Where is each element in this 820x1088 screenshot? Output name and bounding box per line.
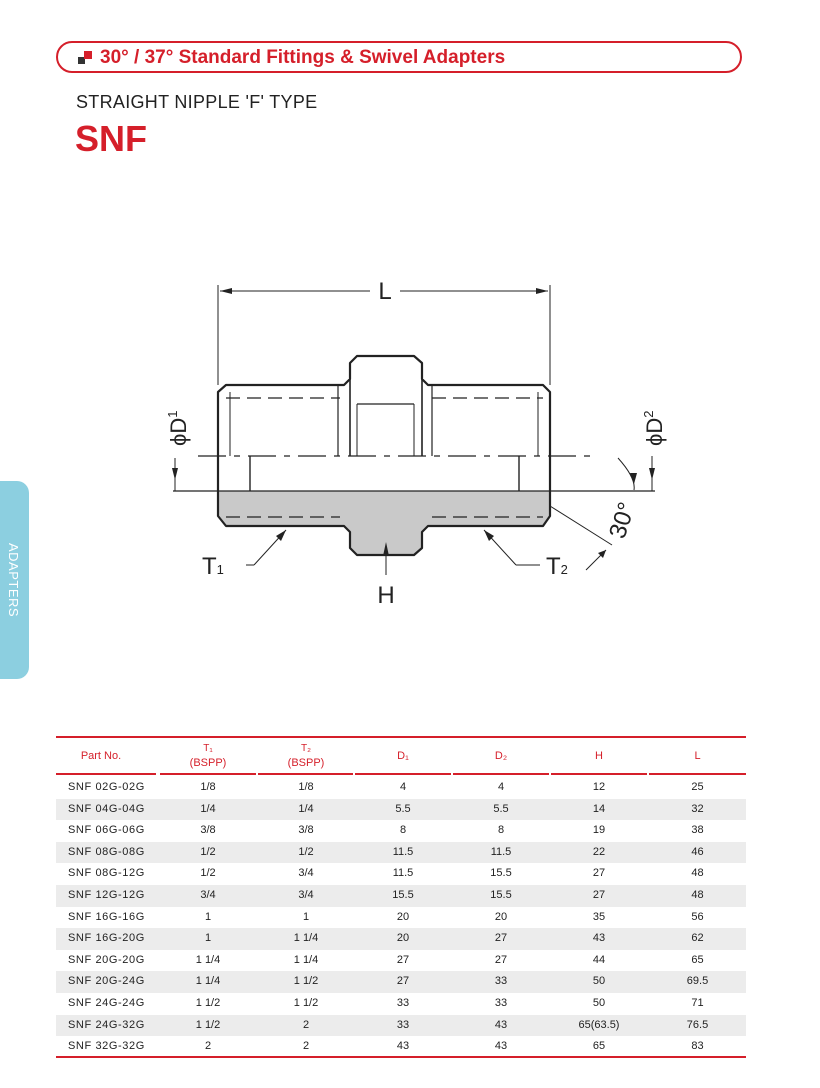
table-cell: 43 [396, 1040, 410, 1053]
table-cell: 1 1/4 [195, 953, 221, 966]
part-number-cell: SNF 24G-24G [68, 997, 145, 1009]
table-cell: 50 [592, 975, 606, 988]
table-cell: 1/8 [200, 781, 216, 793]
table-cell: 50 [592, 997, 606, 1009]
table-cell: 11.5 [490, 845, 512, 858]
table-cell: 15.5 [392, 889, 414, 901]
table-cell: 44 [592, 953, 606, 966]
table-cell: 3/8 [200, 824, 216, 837]
header-underline [551, 773, 647, 775]
table-cell: 5.5 [395, 802, 411, 815]
svg-text:ϕD1 [165, 411, 191, 446]
table-cell: 20 [494, 910, 508, 923]
header-underline [160, 773, 256, 775]
table-cell: 27 [494, 932, 508, 945]
table-cell: 56 [691, 910, 704, 923]
table-cell: 1 [302, 910, 310, 923]
table-cell: 2 [302, 1018, 310, 1031]
part-number-cell: SNF 20G-20G [68, 953, 145, 966]
table-cell: 27 [396, 975, 410, 988]
table-cell: 76.5 [686, 1018, 709, 1031]
label-D2: ϕD [642, 417, 667, 446]
col-header-l: L [694, 750, 701, 762]
col-header-part-no: Part No. [80, 750, 122, 762]
table-cell: 1/4 [298, 802, 314, 815]
table-cell: 2 [302, 1040, 310, 1053]
table-cell: 1 [204, 932, 212, 945]
label-T1-sub: 1 [216, 562, 224, 577]
table-cell: 33 [396, 997, 410, 1009]
table-cell: 3/4 [298, 889, 314, 901]
table-cell: 43 [592, 932, 606, 945]
label-D2-sub: 2 [641, 410, 656, 418]
table-cell: 1/2 [200, 867, 216, 880]
header-underline [56, 773, 156, 775]
table-row [56, 842, 746, 864]
part-number-cell: SNF 12G-12G [68, 889, 145, 901]
table-cell: 33 [494, 997, 508, 1009]
table-cell: 83 [691, 1040, 704, 1053]
table-cell: 8 [399, 824, 407, 837]
label-D1-sub: 1 [165, 410, 180, 418]
table-cell: 1 [204, 910, 212, 923]
col-header-d2: D₂ [494, 750, 508, 762]
table-cell: 27 [396, 953, 410, 966]
header-underline [453, 773, 549, 775]
product-code: SNF [75, 118, 147, 159]
table-cell: 8 [497, 824, 505, 837]
header-underline [649, 773, 746, 775]
part-number-cell: SNF 32G-32G [68, 1040, 145, 1053]
table-row [56, 863, 746, 885]
table-row [56, 993, 746, 1015]
table-cell: 22 [592, 845, 606, 858]
table-cell: 65(63.5) [578, 1018, 620, 1031]
table-cell: 48 [691, 867, 704, 880]
table-cell: 46 [691, 845, 704, 858]
table-row [56, 1015, 746, 1037]
table-row [56, 799, 746, 821]
table-cell: 1 1/2 [195, 1018, 221, 1031]
table-cell: 4 [399, 781, 407, 793]
part-number-cell: SNF 02G-02G [68, 781, 145, 793]
table-cell: 11.5 [392, 867, 414, 880]
header-underline [355, 773, 451, 775]
label-L: L [378, 278, 392, 305]
table-cell: 1/4 [200, 802, 216, 815]
label-T2: T [546, 553, 561, 580]
table-cell: 65 [691, 953, 704, 966]
table-cell: 65 [592, 1040, 606, 1053]
table-cell: 1 1/2 [293, 975, 319, 988]
table-cell: 32 [691, 802, 704, 815]
table-cell: 3/8 [298, 824, 314, 837]
table-cell: 3/4 [200, 889, 216, 901]
table-cell: 15.5 [490, 867, 512, 880]
label-D1: ϕD [166, 417, 191, 446]
part-number-cell: SNF 06G-06G [68, 824, 145, 837]
table-cell: 12 [592, 781, 606, 793]
side-tab-label: ADAPTERS [6, 543, 21, 618]
table-cell: 19 [592, 824, 606, 837]
banner-title: 30° / 37° Standard Fittings & Swivel Adapters [100, 47, 506, 68]
svg-text:T2 [546, 553, 568, 580]
part-number-cell: SNF 16G-16G [68, 910, 145, 923]
table-cell: 1 1/4 [195, 975, 221, 988]
table-cell: 71 [691, 997, 704, 1009]
table-row [56, 971, 746, 993]
table-cell: 1/2 [200, 845, 216, 858]
table-cell: 43 [494, 1018, 508, 1031]
table-row [56, 885, 746, 907]
table-cell: 1 1/2 [195, 997, 221, 1009]
product-subtitle: STRAIGHT NIPPLE 'F' TYPE [76, 92, 318, 112]
table-cell: 27 [494, 953, 508, 966]
table-cell: 27 [592, 867, 606, 880]
table-cell: 1 1/4 [293, 953, 319, 966]
col-header-t1: T₁ (BSPP) [189, 743, 227, 769]
col-header-d1: D₁ [397, 750, 409, 762]
table-cell: 4 [497, 781, 505, 793]
table-cell: 11.5 [392, 845, 414, 858]
table-cell: 33 [494, 975, 508, 988]
table-cell: 35 [592, 910, 606, 923]
table-row [56, 820, 746, 842]
table-cell: 38 [691, 824, 704, 837]
col-header-t2: T₂ (BSPP) [287, 743, 325, 769]
label-H: H [377, 582, 395, 609]
table-cell: 27 [592, 889, 606, 901]
fitting-drawing [150, 260, 670, 620]
part-number-cell: SNF 20G-24G [68, 975, 145, 988]
table-bottom-border [56, 1056, 746, 1058]
part-number-cell: SNF 08G-08G [68, 845, 145, 858]
part-number-cell: SNF 24G-32G [68, 1018, 145, 1031]
table-cell: 2 [204, 1040, 212, 1053]
section-banner [56, 41, 742, 73]
svg-text:T1 [202, 553, 224, 580]
label-T1: T [202, 553, 217, 580]
table-cell: 48 [691, 889, 704, 901]
side-tab-adapters[interactable] [0, 481, 29, 679]
table-cell: 62 [691, 932, 704, 945]
svg-text:ϕD2 [641, 411, 667, 446]
table-cell: 33 [396, 1018, 410, 1031]
table-row [56, 950, 746, 972]
label-angle: 30° [604, 498, 641, 542]
table-cell: 25 [691, 781, 704, 793]
table-cell: 20 [396, 910, 410, 923]
table-cell: 5.5 [493, 802, 509, 815]
table-row [56, 907, 746, 929]
table-cell: 69.5 [686, 975, 709, 988]
table-row [56, 928, 746, 950]
table-cell: 1 1/4 [293, 932, 319, 945]
table-cell: 43 [494, 1040, 508, 1053]
header-underline [258, 773, 353, 775]
table-cell: 1/8 [298, 781, 314, 793]
col-header-h: H [595, 750, 603, 762]
table-cell: 3/4 [298, 867, 314, 880]
part-number-cell: SNF 08G-12G [68, 867, 145, 880]
part-number-cell: SNF 16G-20G [68, 932, 145, 945]
part-number-cell: SNF 04G-04G [68, 802, 145, 815]
table-cell: 15.5 [490, 889, 512, 901]
label-T2-sub: 2 [560, 562, 568, 577]
table-cell: 14 [592, 802, 606, 815]
table-cell: 1 1/2 [293, 997, 319, 1009]
table-cell: 20 [396, 932, 410, 945]
table-cell: 1/2 [298, 845, 314, 858]
table-row [56, 1036, 746, 1058]
table-row [56, 777, 746, 799]
squares-icon [78, 51, 92, 65]
